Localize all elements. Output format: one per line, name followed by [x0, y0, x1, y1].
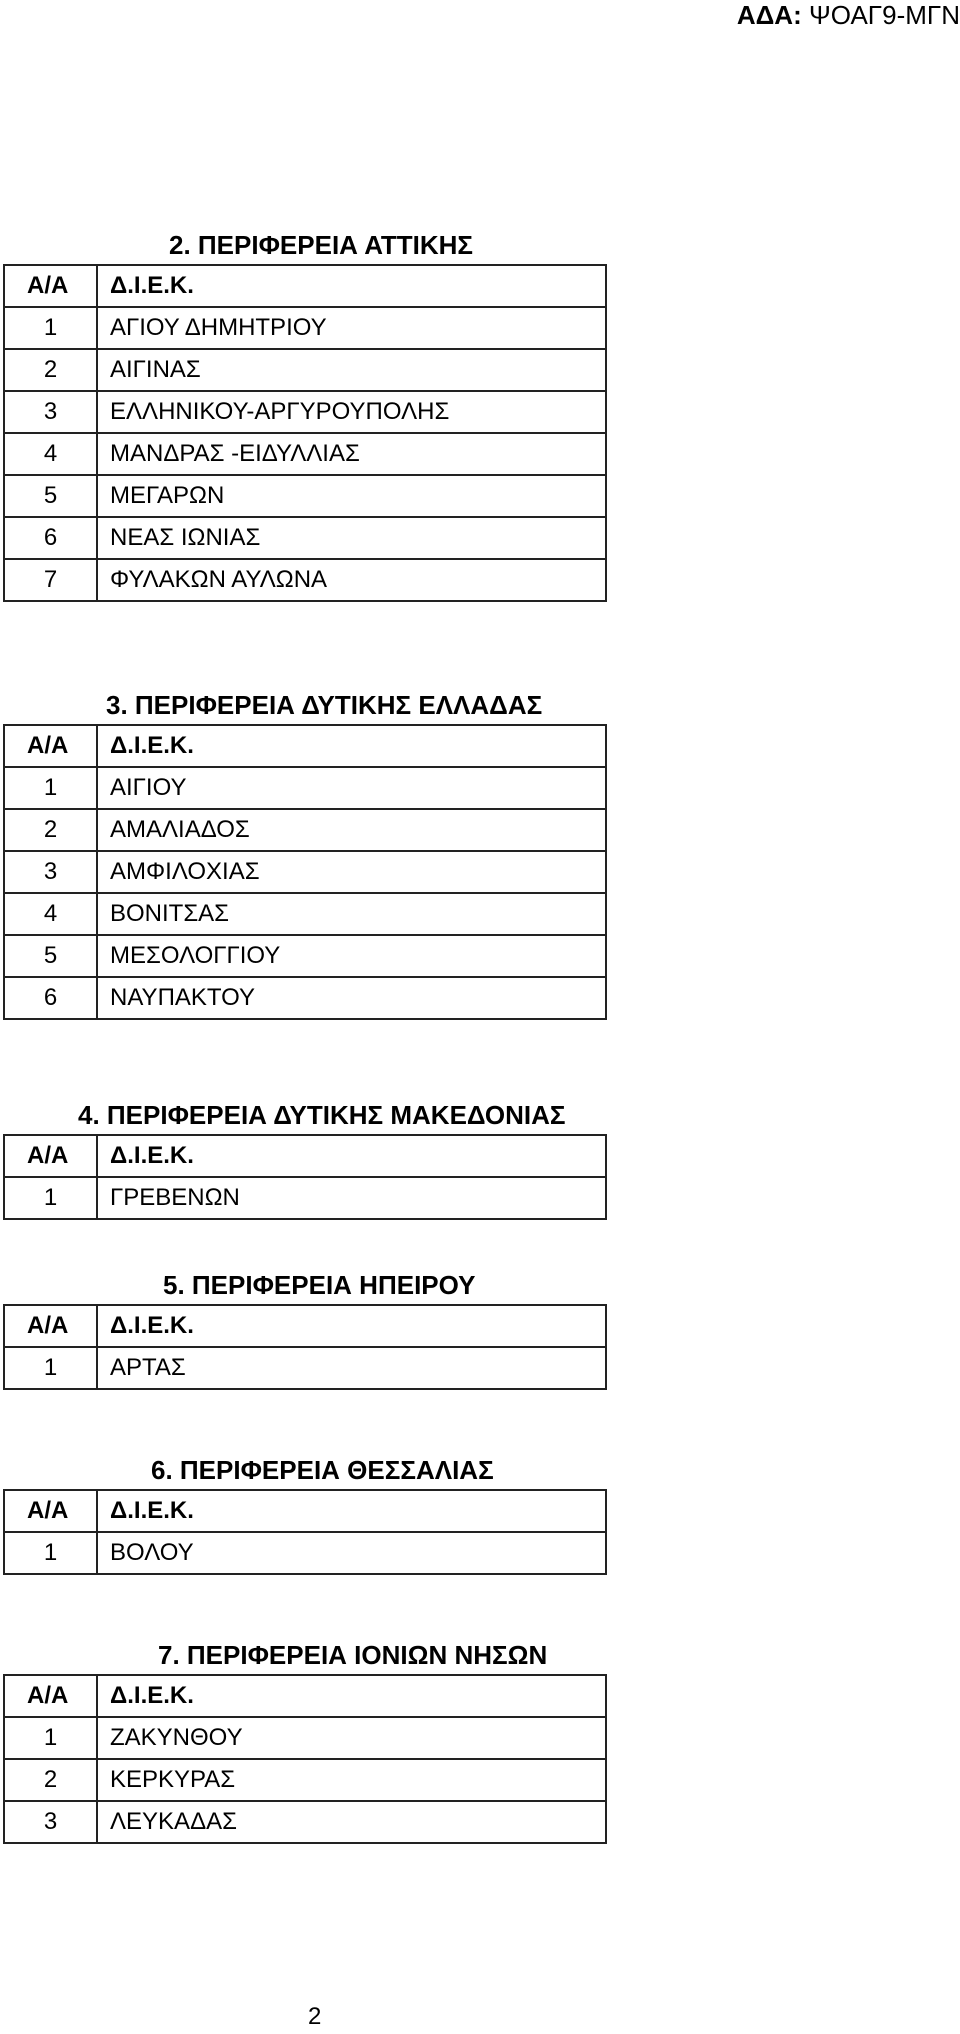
ada-header [737, 0, 960, 30]
table-header-row [4, 725, 606, 767]
table-header-row [4, 1305, 606, 1347]
row-name: ΜΑΝΔΡΑΣ -ΕΙΔΥΛΛΙΑΣ [97, 433, 606, 475]
row-name: ΓΡΕΒΕΝΩΝ [97, 1177, 606, 1219]
row-name: ΑΜΦΙΛΟΧΙΑΣ [97, 851, 606, 893]
section-title: 2. ΠΕΡΙΦΕΡΕΙΑ ΑΤΤΙΚΗΣ [169, 230, 473, 260]
row-name: ΒΟΛΟΥ [97, 1532, 606, 1574]
row-num: 3 [4, 391, 97, 433]
row-num: 1 [4, 1177, 97, 1219]
table-header-row [4, 1135, 606, 1177]
list-table [3, 1304, 607, 1390]
row-name: ΦΥΛΑΚΩΝ ΑΥΛΩΝΑ [97, 559, 606, 601]
row-name: ΝΕΑΣ ΙΩΝΙΑΣ [97, 517, 606, 559]
table-row [4, 893, 606, 935]
row-name: ΝΑΥΠΑΚΤΟΥ [97, 977, 606, 1019]
row-name: ΑΡΤΑΣ [97, 1347, 606, 1389]
table-row [4, 433, 606, 475]
column-header-num: Α/Α [4, 1135, 97, 1177]
row-num: 1 [4, 307, 97, 349]
row-num: 2 [4, 349, 97, 391]
row-num: 1 [4, 767, 97, 809]
row-name: ΑΙΓΙΝΑΣ [97, 349, 606, 391]
table-row [4, 475, 606, 517]
column-header-num: Α/Α [4, 1305, 97, 1347]
table-row [4, 1347, 606, 1389]
column-header-name: Δ.Ι.Ε.Κ. [97, 1305, 606, 1347]
table-row [4, 851, 606, 893]
column-header-name: Δ.Ι.Ε.Κ. [97, 265, 606, 307]
ada-label: ΑΔΑ: [736, 0, 802, 30]
table-row [4, 559, 606, 601]
column-header-num: Α/Α [4, 1490, 97, 1532]
section-title: 4. ΠΕΡΙΦΕΡΕΙΑ ΔΥΤΙΚΗΣ ΜΑΚΕΔΟΝΙΑΣ [78, 1100, 566, 1130]
row-name: ΖΑΚΥΝΘΟΥ [97, 1717, 606, 1759]
table-header-row [4, 265, 606, 307]
column-header-name: Δ.Ι.Ε.Κ. [97, 725, 606, 767]
column-header-name: Δ.Ι.Ε.Κ. [97, 1675, 606, 1717]
row-name: ΑΜΑΛΙΑΔΟΣ [97, 809, 606, 851]
row-num: 3 [4, 851, 97, 893]
table-row [4, 1759, 606, 1801]
column-header-name: Δ.Ι.Ε.Κ. [97, 1490, 606, 1532]
ada-code: ΨΟΑΓ9-ΜΓΝ [808, 0, 960, 30]
table-header-row [4, 1675, 606, 1717]
table-row [4, 1801, 606, 1843]
table-row [4, 809, 606, 851]
table-row [4, 977, 606, 1019]
table-row [4, 935, 606, 977]
section-title: 3. ΠΕΡΙΦΕΡΕΙΑ ΔΥΤΙΚΗΣ ΕΛΛΑΔΑΣ [106, 690, 543, 720]
table-row [4, 307, 606, 349]
row-num: 1 [4, 1347, 97, 1389]
row-name: ΒΟΝΙΤΣΑΣ [97, 893, 606, 935]
section-title: 7. ΠΕΡΙΦΕΡΕΙΑ ΙΟΝΙΩΝ ΝΗΣΩΝ [158, 1640, 548, 1670]
row-num: 6 [4, 517, 97, 559]
row-num: 4 [4, 893, 97, 935]
row-num: 3 [4, 1801, 97, 1843]
list-table [3, 1489, 607, 1575]
list-table [3, 724, 607, 1020]
column-header-num: Α/Α [4, 265, 97, 307]
table-row [4, 767, 606, 809]
list-table [3, 264, 607, 602]
row-name: ΚΕΡΚΥΡΑΣ [97, 1759, 606, 1801]
row-name: ΜΕΣΟΛΟΓΓΙΟΥ [97, 935, 606, 977]
table-row [4, 1717, 606, 1759]
row-name: ΑΓΙΟΥ ΔΗΜΗΤΡΙΟΥ [97, 307, 606, 349]
row-name: ΕΛΛΗΝΙΚΟΥ-ΑΡΓΥΡΟΥΠΟΛΗΣ [97, 391, 606, 433]
table-row [4, 349, 606, 391]
table-row [4, 391, 606, 433]
section-title: 6. ΠΕΡΙΦΕΡΕΙΑ ΘΕΣΣΑΛΙΑΣ [151, 1455, 494, 1485]
table-row [4, 517, 606, 559]
row-num: 1 [4, 1717, 97, 1759]
row-num: 6 [4, 977, 97, 1019]
table-header-row [4, 1490, 606, 1532]
row-num: 7 [4, 559, 97, 601]
row-num: 5 [4, 475, 97, 517]
row-num: 5 [4, 935, 97, 977]
table-row [4, 1532, 606, 1574]
row-num: 4 [4, 433, 97, 475]
column-header-num: Α/Α [4, 725, 97, 767]
page-number: 2 [308, 2003, 322, 2030]
row-name: ΜΕΓΑΡΩΝ [97, 475, 606, 517]
column-header-name: Δ.Ι.Ε.Κ. [97, 1135, 606, 1177]
list-table [3, 1134, 607, 1220]
row-num: 2 [4, 1759, 97, 1801]
row-name: ΛΕΥΚΑΔΑΣ [97, 1801, 606, 1843]
row-num: 1 [4, 1532, 97, 1574]
column-header-num: Α/Α [4, 1675, 97, 1717]
row-num: 2 [4, 809, 97, 851]
list-table [3, 1674, 607, 1844]
row-name: ΑΙΓΙΟΥ [97, 767, 606, 809]
table-row [4, 1177, 606, 1219]
section-title: 5. ΠΕΡΙΦΕΡΕΙΑ ΗΠΕΙΡΟΥ [163, 1270, 476, 1300]
